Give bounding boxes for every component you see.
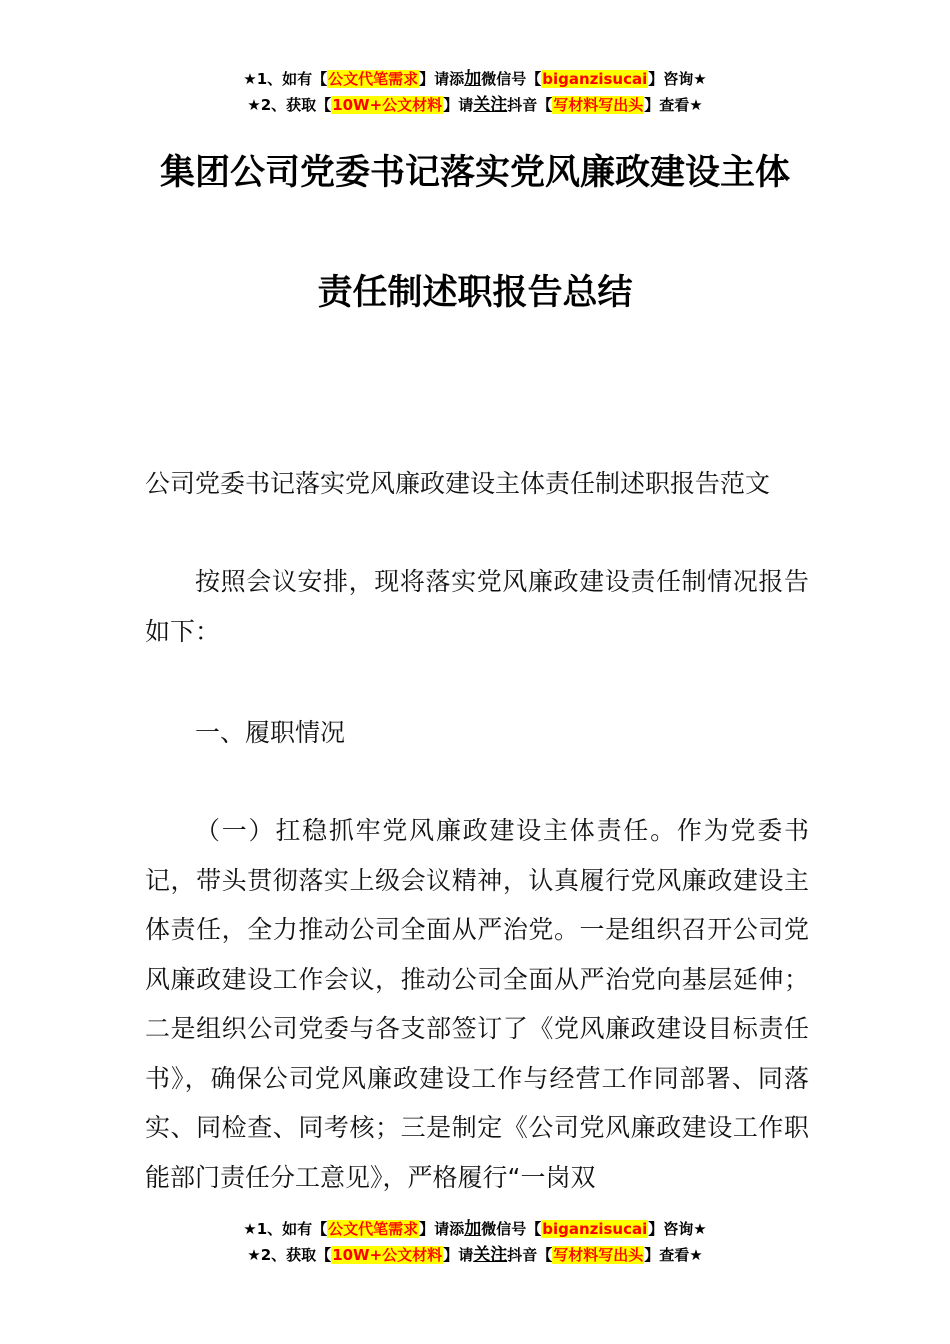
banner-line-2 — [0, 92, 950, 118]
banner-text: 微信号【 — [481, 70, 542, 88]
footer-banner — [0, 1216, 950, 1268]
document-title-line-2: 责任制述职报告总结 — [317, 273, 633, 313]
banner-text: 】请 — [443, 1246, 474, 1264]
banner-text: 】查看★ — [644, 1246, 703, 1264]
banner-text: 抖音【 — [507, 1246, 553, 1264]
header-banner — [0, 66, 950, 118]
highlight-materials: 10W+公文材料 — [332, 96, 443, 114]
banner-text: 】咨询★ — [648, 1220, 707, 1238]
section-heading: 一、履职情况 — [195, 718, 346, 747]
banner-emphasis: 关注 — [473, 95, 508, 115]
banner-emphasis: 关注 — [473, 1245, 508, 1265]
banner-text: 】咨询★ — [648, 70, 707, 88]
highlight-wechat-id: biganzisucai — [542, 70, 648, 88]
highlight-service: 公文代笔需求 — [328, 70, 419, 88]
body-paragraph: （一）扛稳抓牢党风廉政建设主体责任。作为党委书记，带头贯彻落实上级会议精神，认真履行党风廉政建设主体责任，全力推动公司全面从严治党。一是组织召开公司党风廉政建设工作会议，推动公司全面从严治党向基层延伸；二是组织公司党委与各支部签订了《党风廉政建设目标责任书》，确保公司党风廉政建设工作与经营工作同部署、同落实、同检查、同考核；三是制定《公司党风廉政建设工作职能部门责任分工意见》，严格履行“一岗双 — [145, 816, 809, 1192]
banner-line-1 — [0, 66, 950, 92]
banner-text: ★2、获取【 — [247, 96, 332, 114]
banner-emphasis: 加 — [464, 1219, 482, 1239]
highlight-service: 公文代笔需求 — [328, 1220, 419, 1238]
banner-text: ★2、获取【 — [247, 1246, 332, 1264]
banner-emphasis: 加 — [464, 69, 482, 89]
banner-text: 】请添 — [419, 1220, 465, 1238]
banner-text: 】请 — [443, 96, 474, 114]
document-title-line-1: 集团公司党委书记落实党风廉政建设主体 — [159, 153, 790, 193]
banner-text: ★1、如有【 — [243, 1220, 328, 1238]
banner-text: 】查看★ — [644, 96, 703, 114]
banner-text: 微信号【 — [481, 1220, 542, 1238]
banner-line-2 — [0, 1242, 950, 1268]
highlight-douyin-id: 写材料写出头 — [553, 1246, 644, 1264]
banner-text: 】请添 — [419, 70, 465, 88]
intro-paragraph: 按照会议安排，现将落实党风廉政建设责任制情况报告如下： — [145, 567, 809, 646]
highlight-wechat-id: biganzisucai — [542, 1220, 648, 1238]
banner-text: 抖音【 — [507, 96, 553, 114]
banner-text: ★1、如有【 — [243, 70, 328, 88]
highlight-materials: 10W+公文材料 — [332, 1246, 443, 1264]
banner-line-1 — [0, 1216, 950, 1242]
document-subtitle: 公司党委书记落实党风廉政建设主体责任制述职报告范文 — [145, 469, 771, 498]
highlight-douyin-id: 写材料写出头 — [553, 96, 644, 114]
